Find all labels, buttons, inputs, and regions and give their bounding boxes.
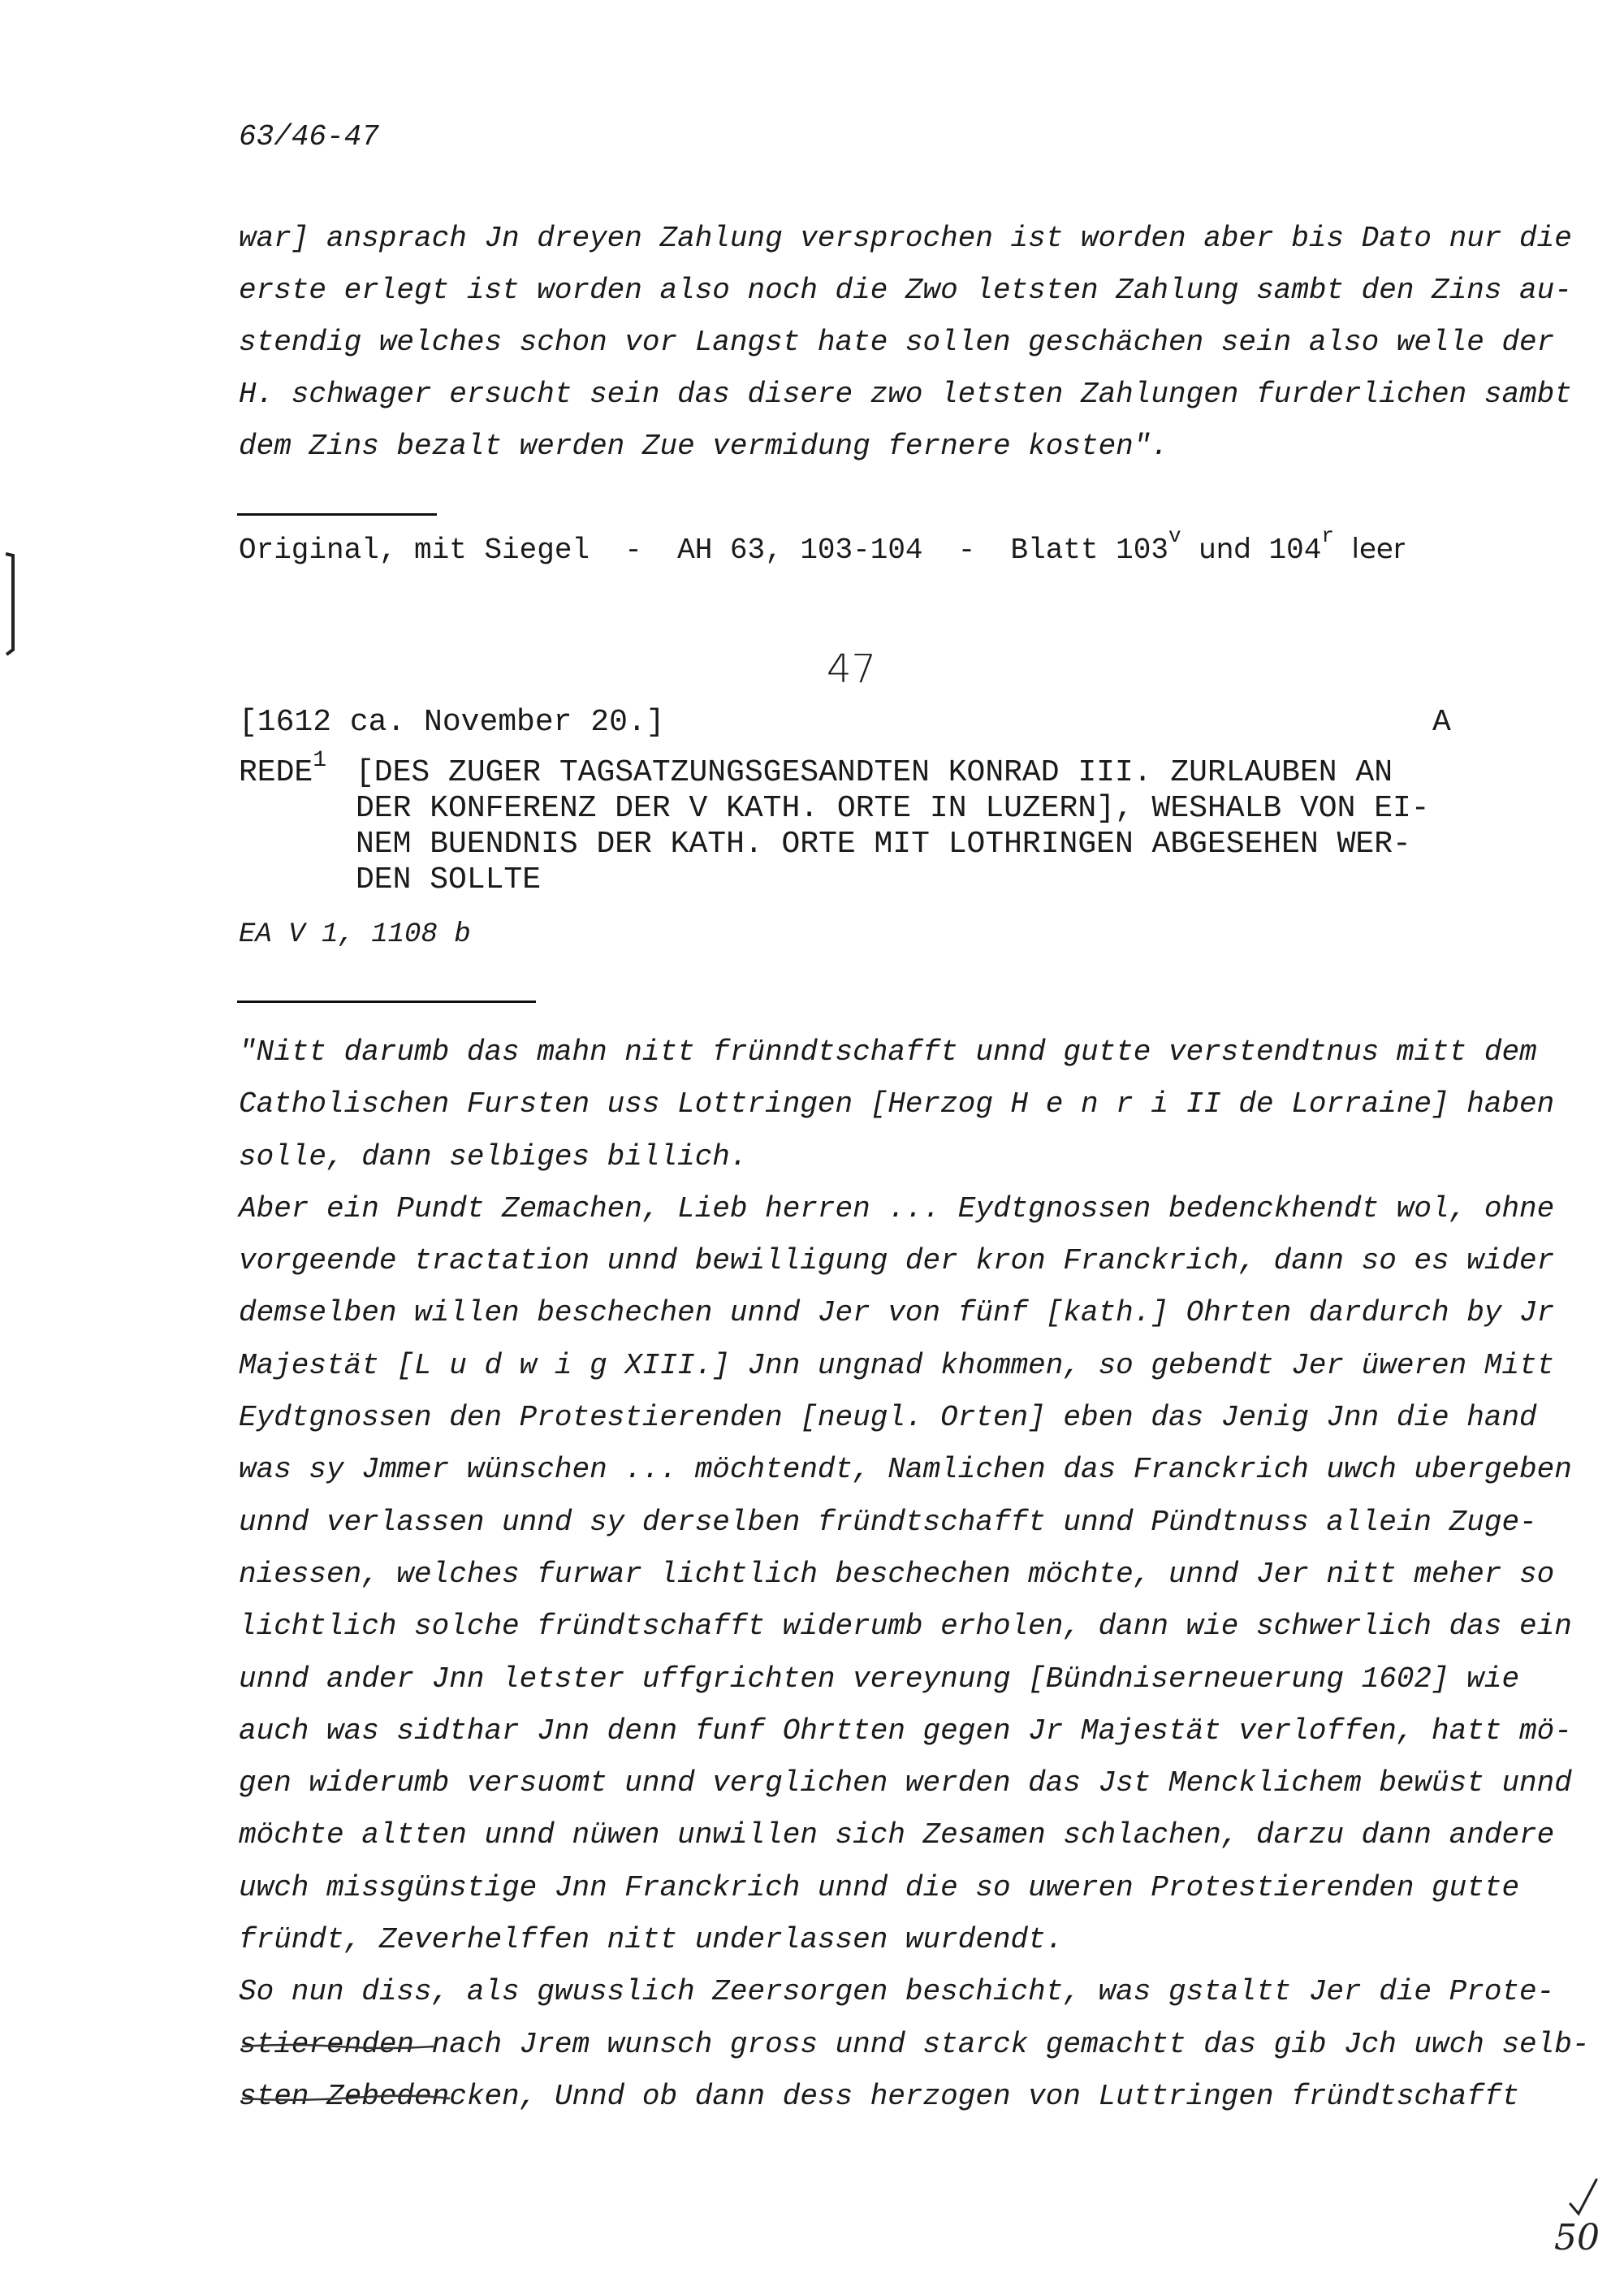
preceding-paragraph — [239, 213, 1572, 473]
title-line: NEM BUENDNIS DER KATH. ORTE MIT LOTHRINGEN ABGESEHEN WER- — [356, 827, 1411, 862]
source-note-sup: v — [1168, 524, 1181, 548]
quote-line: So nun diss, als gwusslich Zeersorgen beschicht, was gstaltt Jer die Prote- — [239, 1975, 1555, 2009]
quote-line: Aber ein Pundt Zemachen, Lieb herren ... Eydtgnossen bedenckhendt wol, ohne — [239, 1191, 1555, 1225]
corner-numeral: 50 — [1554, 2217, 1600, 2258]
quote-line: auch was sidthar Jnn denn funf Ohrtten gegen Jr Majestät verloffen, hatt mö- — [239, 1714, 1572, 1748]
quote-line: Catholischen Fursten uss Lottringen [Herzog H e n r i II de Lorraine] haben — [239, 1087, 1555, 1122]
source-note-und: und — [1199, 533, 1251, 565]
edition-reference: EA V 1, 1108 b — [239, 919, 471, 950]
section-divider — [237, 1001, 536, 1003]
rede-label-text: REDE — [239, 755, 313, 790]
source-note-leer: leer — [1351, 533, 1405, 565]
quote-line: möchte altten unnd nüwen unwillen sich Zesamen schlachen, darzu dann andere — [239, 1818, 1555, 1852]
quote-line: niessen, welches furwar lichtlich beschechen möchte, unnd Jer nitt meher so — [239, 1557, 1555, 1591]
binding-bracket-mark — [3, 552, 19, 658]
document-number: 47 — [827, 646, 877, 692]
source-note-folio: 104 — [1268, 534, 1322, 567]
text-line: erste erlegt ist worden also noch die Zwo letsten Zahlung sambt den Zins au- — [239, 274, 1572, 307]
text-line: war] ansprach Jn dreyen Zahlung versprochen ist worden aber bis Dato nur die — [239, 222, 1572, 255]
rede-footnote-mark: 1 — [313, 748, 327, 773]
quote-line: vorgeende tractation unnd bewilligung der kron Franckrich, dann so es wider — [239, 1244, 1555, 1278]
quote-line: unnd verlassen unnd sy derselben fründtschafft unnd Pündtnuss allein Zuge- — [239, 1505, 1537, 1539]
quote-line: sten Zebedencken, Unnd ob dann dess herzogen von Luttringen fründtschafft — [239, 2079, 1520, 2113]
source-note — [239, 524, 1405, 567]
text-line: stendig welches schon vor Langst hate sollen geschächen sein also welle der — [239, 326, 1555, 359]
quote-line: stierenden nach Jrem wunsch gross unnd starck gemachtt das gib Jch uwch selb- — [239, 2027, 1590, 2061]
title-line: DEN SOLLTE — [356, 862, 542, 897]
quote-line: solle, dann selbiges billich. — [239, 1139, 748, 1173]
page-reference: 63/46-47 — [239, 120, 379, 153]
quote-line: uwch missgünstige Jnn Franckrich unnd die so uweren Protestierenden gutte — [239, 1870, 1520, 1904]
quote-line: gen widerumb versuomt unnd verglichen werden das Jst Mencklichem bewüst unnd — [239, 1766, 1572, 1800]
document-title — [356, 755, 1509, 898]
quote-line: Majestät [L u d w i g XIII.] Jnn ungnad khommen, so gebendt Jer üweren Mitt — [239, 1348, 1555, 1382]
document-date: [1612 ca. November 20.] — [239, 705, 665, 740]
speech-quotation — [239, 1026, 1590, 2123]
text-line: H. schwager ersucht sein das disere zwo letsten Zahlungen furderlichen sambt — [239, 378, 1572, 411]
checkmark-icon — [1567, 2176, 1600, 2217]
quote-line: lichtlich solche fründtschafft widerumb erholen, dann wie schwerlich das ein — [239, 1610, 1572, 1644]
quote-line: demselben willen beschechen unnd Jer von fünf [kath.] Ohrten dardurch by Jr — [239, 1296, 1555, 1330]
source-note-text: Original, mit Siegel - AH 63, 103-104 - Blatt 103 — [239, 534, 1168, 567]
source-note-sup: r — [1321, 524, 1334, 548]
quote-line: "Nitt darumb das mahn nitt frünndtschafft unnd gutte verstendtnus mitt dem — [239, 1035, 1537, 1069]
strikethrough-mark — [240, 2042, 435, 2051]
title-line: DER KONFERENZ DER V KATH. ORTE IN LUZERN], WESHALB VON EI- — [356, 791, 1430, 826]
strikethrough-mark — [240, 2094, 451, 2103]
footnote-divider — [237, 513, 437, 516]
quote-line: fründt, Zeverhelffen nitt underlassen wurdendt. — [239, 1923, 1064, 1957]
text-line: dem Zins bezalt werden Zue vermidung fernere kosten". — [239, 430, 1168, 463]
title-line: [DES ZUGER TAGSATZUNGSGESANDTEN KONRAD III. ZURLAUBEN AN — [356, 755, 1393, 790]
quote-line: Eydtgnossen den Protestierenden [neugl. Orten] eben das Jenig Jnn die hand — [239, 1401, 1537, 1435]
quote-line: was sy Jmmer wünschen ... möchtendt, Namlichen das Franckrich uwch ubergeben — [239, 1453, 1572, 1487]
quote-line: unnd ander Jnn letster uffgrichten vereynung [Bündniserneuerung 1602] wie — [239, 1662, 1520, 1696]
document-letter: A — [1432, 705, 1451, 740]
rede-label — [239, 748, 327, 790]
